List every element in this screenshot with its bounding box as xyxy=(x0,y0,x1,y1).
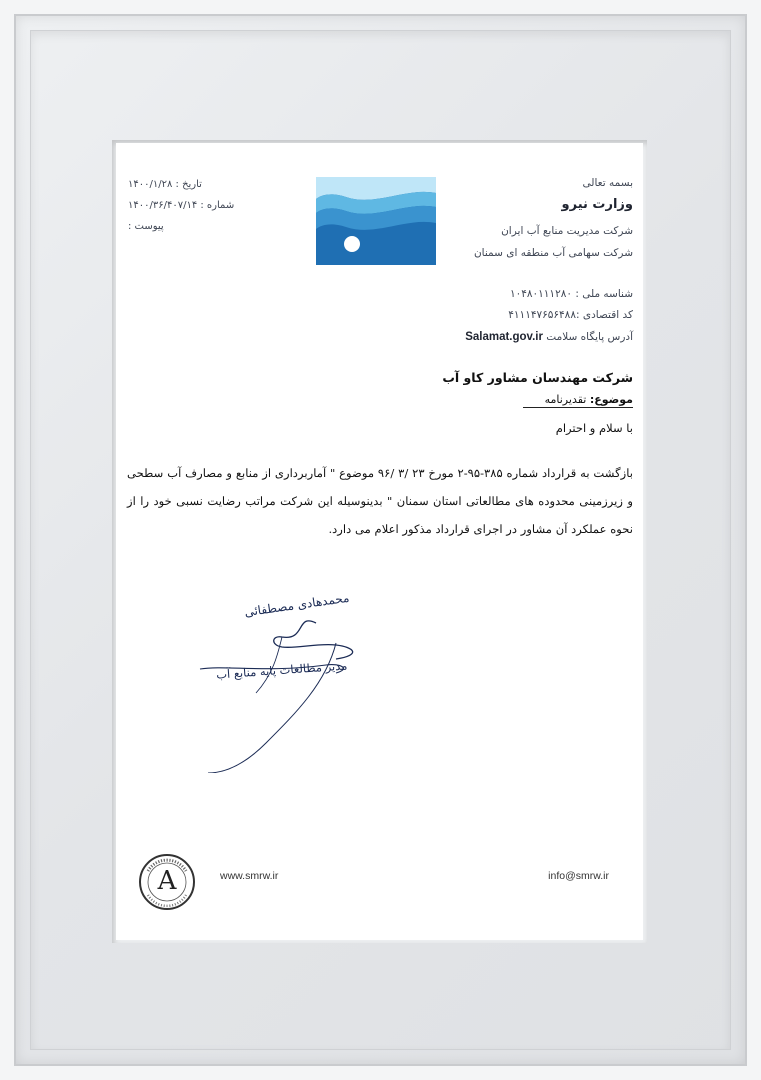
subject-line xyxy=(545,393,633,406)
certification-seal xyxy=(138,853,196,911)
recipient: شرکت مهندسان مشاور کاو آب xyxy=(442,370,633,385)
health-portal-domain: Salamat.gov.ir xyxy=(465,331,543,343)
signer-name: محمدهادی مصطفائی xyxy=(243,590,351,620)
economic-code: کد اقتصادی :۴۱۱۱۴۷۶۵۶۴۸۸ xyxy=(508,309,633,321)
health-portal-line xyxy=(465,331,633,343)
greeting: با سلام و احترام xyxy=(555,421,633,435)
subject-underline xyxy=(523,407,633,408)
letter-paper xyxy=(116,143,643,940)
seal-letter: A xyxy=(157,866,177,896)
letter-attachment: پیوست : xyxy=(128,221,164,232)
footer-website: www.smrw.ir xyxy=(220,870,279,882)
subject-label: موضوع: xyxy=(589,393,633,406)
footer-email: info@smrw.ir xyxy=(548,870,609,882)
subject-value: تقدیرنامه xyxy=(544,393,590,406)
letter-number: شماره : ۱۴۰۰/۳۶/۴۰۷/۱۴ xyxy=(128,200,235,211)
signer-title: مدیر مطالعات پایه منابع آب xyxy=(215,658,348,682)
ministry-name: وزارت نیرو xyxy=(561,197,633,212)
national-id: شناسه ملی : ۱۰۴۸۰۱۱۱۲۸۰ xyxy=(509,288,633,300)
company-name-1: شرکت مدیریت منابع آب ایران xyxy=(501,225,633,237)
water-company-logo xyxy=(316,177,436,265)
letter-date: تاریخ : ۱۴۰۰/۱/۲۸ xyxy=(128,179,202,190)
health-portal-label: آدرس پایگاه سلامت xyxy=(546,331,633,343)
salutation-top: بسمه تعالی xyxy=(582,177,633,189)
letter-body: بازگشت به قرارداد شماره ۳۸۵-۹۵-۲ مورخ ۲۳ /۳ /۹۶ موضوع " آماربرداری از منابع و مصارف آب سطحی و زیرزمینی محدوده های مطالعاتی استان سمنان " بدینوسیله این شرکت مراتب رضایت نسبی خود را از نحوه عملکرد آن مشاور در اجرای قرارداد مذکور اعلام می دارد. xyxy=(127,466,634,536)
company-name-2: شرکت سهامی آب منطقه ای سمنان xyxy=(473,247,633,259)
